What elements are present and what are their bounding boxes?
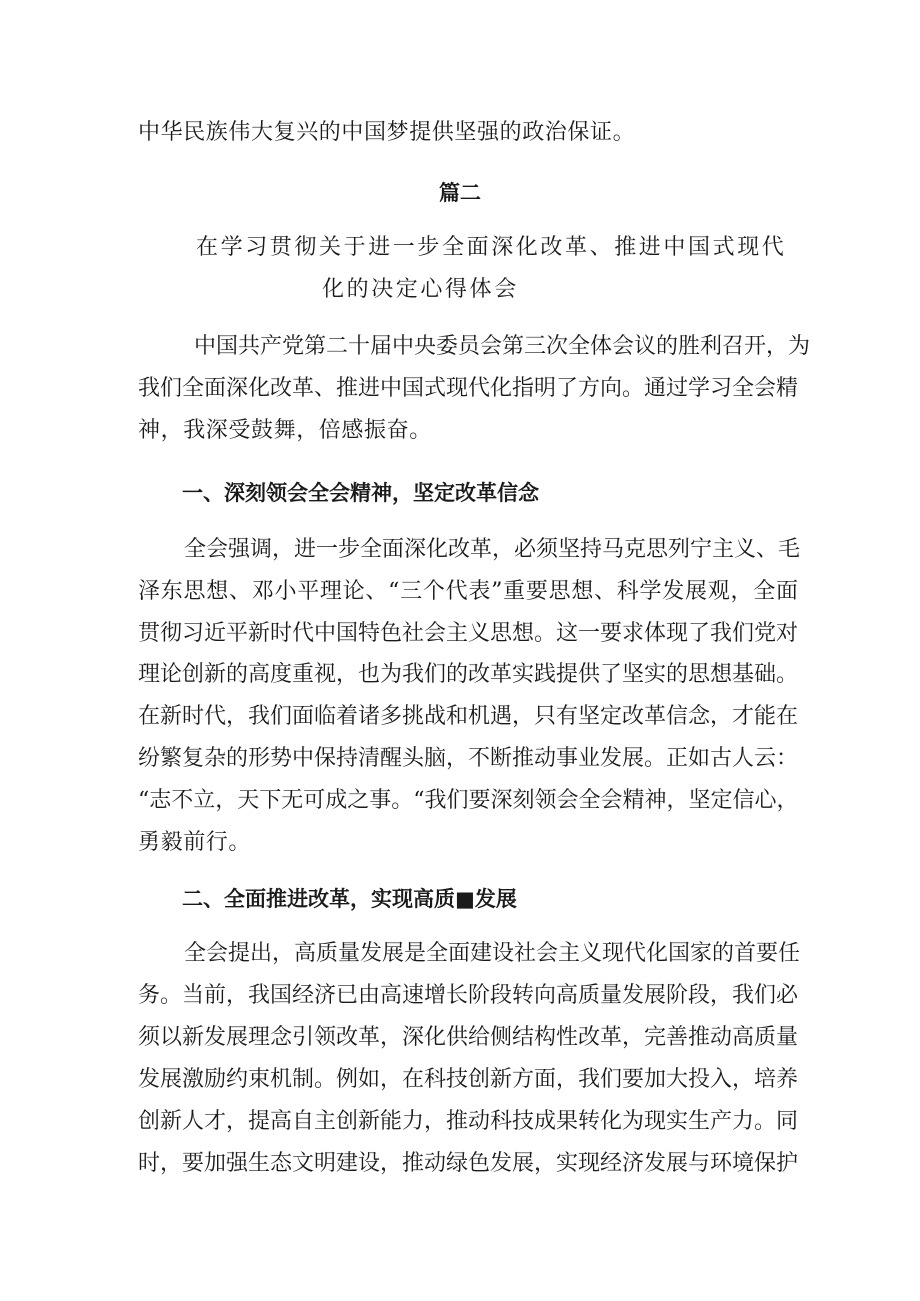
- essay-title-line-2: 化的决定心得体会: [322, 277, 519, 302]
- continuation-line: 中华民族伟大复兴的中国梦提供坚强的政治保证。: [138, 120, 636, 145]
- section2-line: 创新人才，提高自主创新能力，推动科技成果转化为现实生产力。同: [138, 1109, 799, 1134]
- section2-line: 全会提出，高质量发展是全面建设社会主义现代化国家的首要任: [184, 941, 801, 966]
- section2-line: 须以新发展理念引领改革，深化供给侧结构性改革，完善推动高质量: [138, 1025, 799, 1050]
- section1-line: 泽东思想、邓小平理论、“三个代表”重要思想、科学发展观，全面: [138, 579, 798, 604]
- section2-line: 务。当前，我国经济已由高速增长阶段转向高质量发展阶段，我们必: [138, 983, 799, 1008]
- section2-line: 发展激励约束机制。例如，在科技创新方面，我们要加大投入，培养: [138, 1067, 799, 1092]
- section-heading-2: 二、全面推进改革，实现高质■发展: [182, 887, 517, 911]
- part-label: 篇二: [439, 181, 481, 205]
- section1-line: 在新时代，我们面临着诸多挑战和机遇，只有坚定改革信念，才能在: [138, 704, 799, 729]
- section1-line: 贯彻习近平新时代中国特色社会主义思想。这一要求体现了我们党对: [138, 621, 799, 646]
- section1-line: 勇毅前行。: [138, 830, 252, 855]
- section1-line: 全会强调，进一步全面深化改革，必须坚持马克思列宁主义、毛: [184, 537, 801, 562]
- section1-line: 理论创新的高度重视，也为我们的改革实践提供了坚实的思想基础。: [138, 662, 799, 687]
- section1-line: 纷繁复杂的形势中保持清醒头脑，不断推动事业发展。正如古人云：: [138, 746, 799, 771]
- section-heading-1: 一、深刻领会全会精神，坚定改革信念: [182, 481, 539, 505]
- section2-line: 时，要加强生态文明建设，推动绿色发展，实现经济发展与环境保护: [138, 1151, 799, 1176]
- section1-line: “志不立，天下无可成之事。“我们要深刻领会全会精神，坚定信心，: [138, 788, 799, 813]
- intro-line: 神，我深受鼓舞，倍感振奋。: [138, 418, 432, 443]
- intro-line: 中国共产党第二十届中央委员会第三次全体会议的胜利召开，为: [194, 334, 811, 359]
- essay-title-line-1: 在学习贯彻关于进一步全面深化改革、推进中国式现代: [196, 235, 787, 260]
- intro-line: 我们全面深化改革、推进中国式现代化指明了方向。通过学习全会精: [138, 376, 799, 401]
